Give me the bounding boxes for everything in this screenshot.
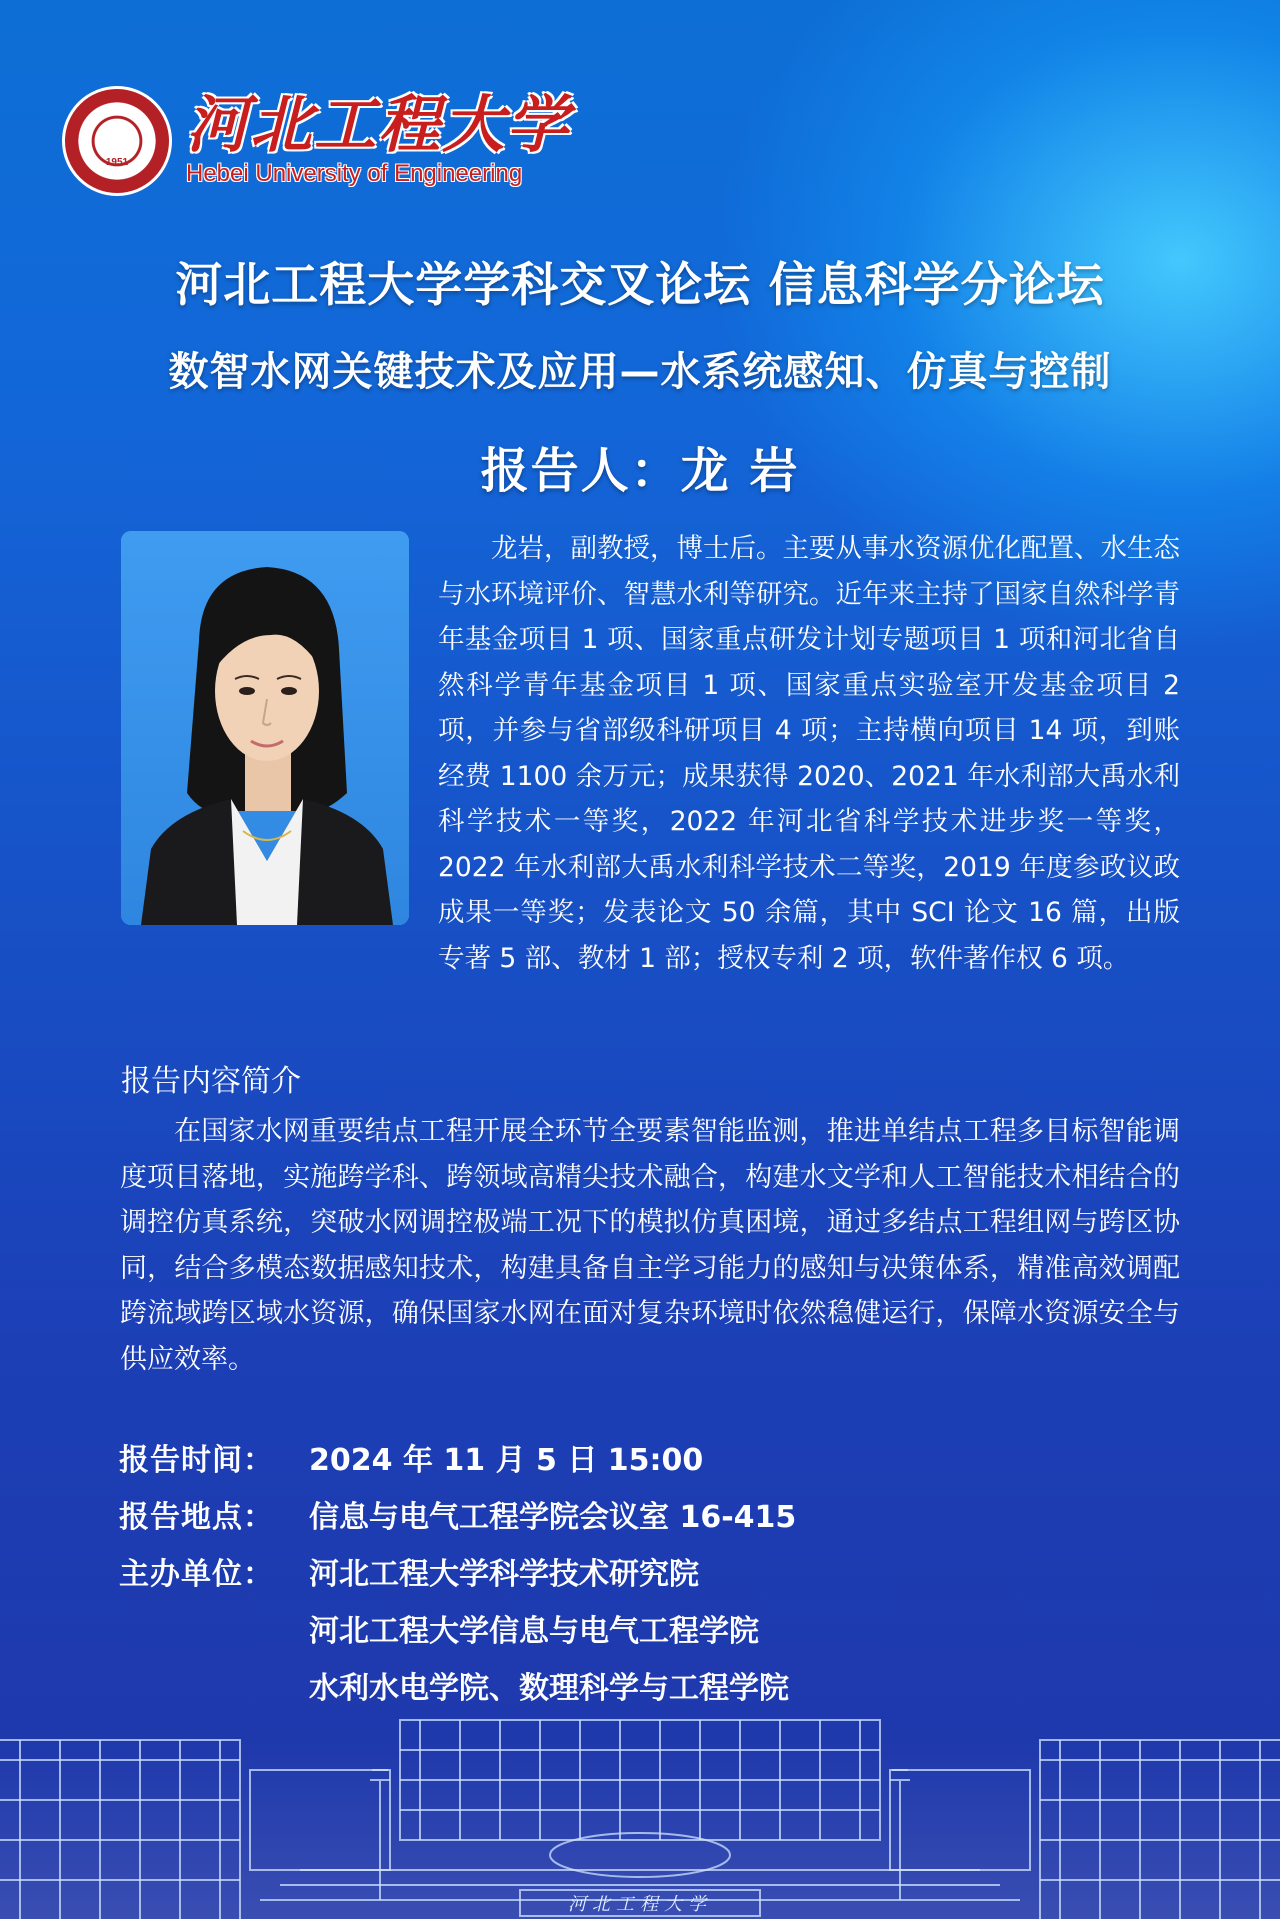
event-details (119, 1428, 796, 1713)
abstract-title: 报告内容简介 (121, 1064, 301, 1099)
speaker-line: 报告人：龙 岩 (480, 443, 800, 499)
time-row (119, 1428, 796, 1485)
university-wordmark (186, 88, 571, 188)
place-row (119, 1485, 796, 1542)
host-2: 河北工程大学信息与电气工程学院 (309, 1613, 759, 1649)
university-seal (62, 86, 172, 196)
university-name-cn: 河北工程大学 (186, 88, 571, 161)
time-value: 2024 年 11 月 5 日 15:00 (309, 1442, 704, 1478)
bio-text: 龙岩，副教授，博士后。主要从事水资源优化配置、水生态与水环境评价、智慧水利等研究。近年来主持了国家自然科学青年基金项目 1 项、国家重点研发计划专题项目 1 项和河北省自然科学青年基金项目 1 项、国家重点实验室开发基金项目 2 项，并参与省部级科研项目 4 项；主持横向项目 14 项，到账经费 1100 余万元；成果获得 2020、2021 年水利部大禹水利科学技术一等奖，2022 年河北省科学技术进步奖一等奖，2022 年水利部大禹水利科学技术二等奖，2019 年度参政议政成果一等奖；发表论文 50 余篇，其中 SCI 论文 16 篇，出版专著 5 部、教材 1 部；授权专利 2 项，软件著作权 6 项。 (438, 533, 1180, 974)
place-value: 信息与电气工程学院会议室 16-415 (309, 1499, 797, 1535)
portrait-spacer (120, 526, 438, 936)
abstract-text: 在国家水网重要结点工程开展全环节全要素智能监测，推进单结点工程多目标智能调度项目落地，实施跨学科、跨领域高精尖技术融合，构建水文学和人工智能技术相结合的调控仿真系统，突破水网调控极端工况下的模拟仿真困境，通过多结点工程组网与跨区协同，结合多模态数据感知技术，构建具备自主学习能力的感知与决策体系，精准高效调配跨流域跨区域水资源，确保国家水网在面对复杂环境时依然稳健运行，保障水资源安全与供应效率。 (120, 1116, 1180, 1375)
plaque-text: 河北工程大学 (568, 1894, 712, 1915)
host-row (119, 1542, 796, 1599)
speaker-bio (120, 526, 1180, 981)
forum-title: 河北工程大学学科交叉论坛 信息科学分论坛 (175, 258, 1105, 313)
talk-topic: 数智水网关键技术及应用—水系统感知、仿真与控制 (168, 349, 1112, 395)
seal-year: 1951 (105, 157, 129, 168)
host-3: 水利水电学院、数理科学与工程学院 (309, 1670, 789, 1706)
campus-skyline-illustration (0, 1700, 1280, 1919)
host-label: 主办单位： (119, 1556, 274, 1592)
university-name-en: Hebei University of Engineering (186, 160, 523, 187)
time-label: 报告时间： (119, 1442, 274, 1478)
place-label: 报告地点： (119, 1499, 274, 1535)
university-logo (62, 86, 570, 196)
host-row-2 (119, 1599, 796, 1656)
host-1: 河北工程大学科学技术研究院 (309, 1556, 699, 1592)
